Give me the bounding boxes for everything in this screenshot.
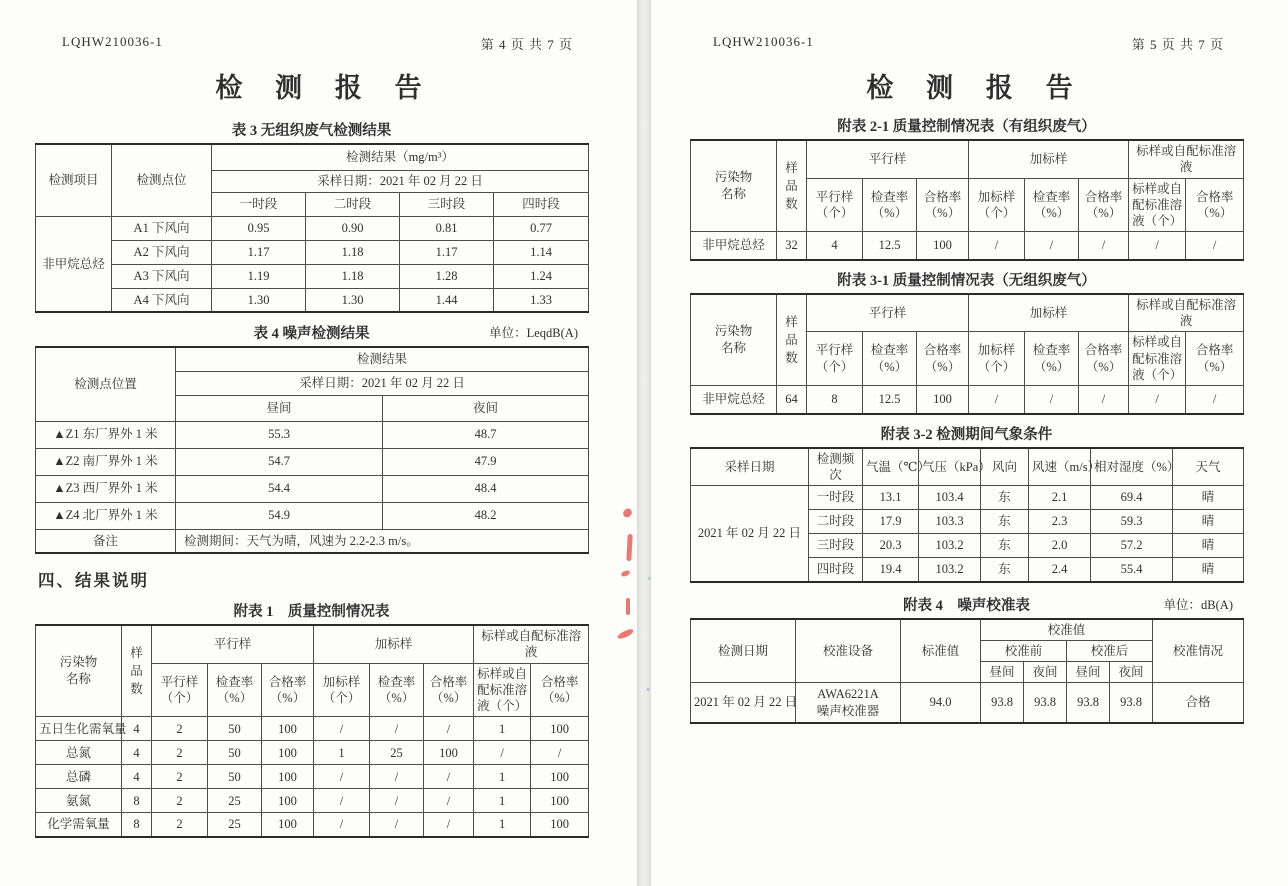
qc-value: /	[1186, 386, 1244, 414]
qc-subheader: 合格率（%）	[424, 663, 474, 717]
qc-subheader: 检查率（%）	[1025, 332, 1079, 386]
cal-before-day: 93.8	[981, 683, 1024, 723]
qc-value: /	[424, 717, 474, 741]
report-page-5	[651, 0, 1288, 886]
table3-value: 1.30	[212, 288, 306, 312]
weather-header: 气温（℃）	[863, 448, 919, 486]
weather-wind-speed: 2.4	[1029, 558, 1091, 582]
table3-value: 0.77	[494, 216, 589, 240]
annex32-caption: 附表 3-2 检测期间气象条件	[880, 426, 1053, 443]
cal-device-model: AWA6221A	[817, 687, 879, 702]
table3-value: 0.95	[212, 216, 306, 240]
qc-value: 8	[122, 813, 152, 837]
qc-subheader: 平行样（个）	[152, 663, 208, 717]
table3-fugitive-gas-results	[35, 143, 589, 313]
cal-date: 2021 年 02 月 22 日	[691, 683, 796, 723]
qc-value: /	[1079, 232, 1129, 260]
table3-col-item: 检测项目	[36, 144, 112, 216]
table3-value: 1.18	[306, 264, 400, 288]
qc-value: 2	[152, 789, 208, 813]
weather-wind-speed: 2.0	[1029, 534, 1091, 558]
table4-night-value: 48.4	[383, 475, 589, 502]
qc-value: 4	[122, 717, 152, 741]
qc-value: /	[1129, 232, 1186, 260]
table3-value: 1.14	[494, 240, 589, 264]
table-row	[691, 683, 1244, 723]
qc-value: 4	[122, 765, 152, 789]
cal-col-standard: 标准值	[901, 619, 981, 683]
weather-wind-speed: 2.3	[1029, 510, 1091, 534]
qc-value: /	[370, 765, 424, 789]
qc-subheader: 加标样（个）	[314, 663, 370, 717]
qc-value: /	[1025, 232, 1079, 260]
qc-value: /	[370, 717, 424, 741]
qc-value: 25	[208, 789, 262, 813]
table-row	[36, 717, 589, 741]
annex32-weather-table	[690, 447, 1244, 583]
table4-point: ▲Z2 南厂界外 1 米	[36, 448, 176, 475]
table-row	[691, 232, 1244, 260]
qc-pollutant: 总氮	[36, 741, 122, 765]
qc-value: 4	[122, 741, 152, 765]
weather-header: 检测频次	[809, 448, 863, 486]
table3-period-2: 二时段	[306, 192, 400, 216]
cal-before-group: 校准前	[981, 640, 1067, 661]
table-row	[36, 448, 589, 475]
annex31-qc-table	[690, 293, 1244, 415]
weather-header: 天气	[1173, 448, 1244, 486]
table3-point: A2 下风向	[112, 240, 212, 264]
report-page-4	[0, 0, 637, 886]
table-row	[36, 475, 589, 502]
qc-standard-group: 标样或自配标准溶液	[1129, 294, 1244, 332]
doc-number: LQHW210036-1	[62, 34, 163, 49]
weather-temp: 20.3	[863, 534, 919, 558]
qc-spiked-group: 加标样	[969, 140, 1129, 178]
qc-value: 2	[152, 765, 208, 789]
qc-subheader: 合格率（%）	[1186, 332, 1244, 386]
qc-value: 4	[807, 232, 863, 260]
table4-noise-results	[35, 346, 589, 554]
qc-value: 25	[208, 813, 262, 837]
qc-value: /	[531, 741, 589, 765]
weather-pressure: 103.2	[919, 558, 981, 582]
table3-value: 1.28	[400, 264, 494, 288]
qc-value: 32	[777, 232, 807, 260]
qc-spiked-group: 加标样	[969, 294, 1129, 332]
table3-period-4: 四时段	[494, 192, 589, 216]
qc-value: /	[474, 741, 531, 765]
qc-value: 2	[152, 813, 208, 837]
table-row	[36, 529, 589, 553]
table3-value: 1.18	[306, 240, 400, 264]
qc-pollutant: 非甲烷总烃	[691, 232, 777, 260]
qc-value: 8	[807, 386, 863, 414]
table-row	[36, 421, 589, 448]
qc-value: 100	[262, 741, 314, 765]
qc-subheader: 合格率（%）	[262, 663, 314, 717]
cal-day-label: 昼间	[1067, 662, 1110, 683]
qc-subheader: 平行样（个）	[807, 178, 863, 232]
cal-value-group: 校准值	[981, 619, 1153, 641]
qc-value: /	[1025, 386, 1079, 414]
qc-subheader: 合格率（%）	[531, 663, 589, 717]
qc-value: /	[314, 813, 370, 837]
weather-header: 气压（kPa）	[919, 448, 981, 486]
qc-value: 100	[424, 741, 474, 765]
table3-result-header: 检测结果（mg/m³）	[212, 144, 589, 170]
table3-value: 1.17	[212, 240, 306, 264]
table4-caption: 表 4 噪声检测结果	[253, 326, 370, 342]
table3-date-header: 采样日期：2021 年 02 月 22 日	[212, 170, 589, 192]
table-row	[36, 789, 589, 813]
table3-point: A4 下风向	[112, 288, 212, 312]
qc-value: /	[314, 789, 370, 813]
annex1-qc-table	[35, 624, 589, 838]
annex4-calibration-table	[690, 618, 1244, 724]
qc-parallel-group: 平行样	[152, 625, 314, 663]
qc-parallel-group: 平行样	[807, 140, 969, 178]
weather-weather: 晴	[1173, 486, 1244, 510]
table4-unit: 单位：LeqdB(A)	[489, 326, 578, 340]
table4-point: ▲Z3 西厂界外 1 米	[36, 475, 176, 502]
cal-col-result: 校准情况	[1153, 619, 1244, 683]
section-heading-results: 四、结果说明	[38, 571, 149, 590]
weather-header: 采样日期	[691, 448, 809, 486]
weather-wind-dir: 东	[981, 510, 1029, 534]
weather-period: 四时段	[809, 558, 863, 582]
qc-pollutant: 化学需氧量	[36, 813, 122, 837]
qc-pollutant: 氨氮	[36, 789, 122, 813]
qc-value: /	[969, 386, 1025, 414]
qc-standard-group: 标样或自配标准溶液	[474, 625, 589, 663]
table4-night-value: 48.7	[383, 421, 589, 448]
table-row	[691, 386, 1244, 414]
qc-subheader: 合格率（%）	[917, 178, 969, 232]
weather-period: 一时段	[809, 486, 863, 510]
qc-value: /	[1129, 386, 1186, 414]
report-title: 检 测 报 告	[215, 73, 435, 103]
weather-pressure: 103.3	[919, 510, 981, 534]
table3-value: 0.90	[306, 216, 400, 240]
table4-date-header: 采样日期：2021 年 02 月 22 日	[176, 371, 589, 395]
cal-device	[796, 683, 901, 723]
red-stamp-mark	[626, 598, 630, 615]
weather-wind-speed: 2.1	[1029, 486, 1091, 510]
cal-col-date: 检测日期	[691, 619, 796, 683]
table3-value: 1.17	[400, 240, 494, 264]
qc-subheader: 检查率（%）	[1025, 178, 1079, 232]
weather-header: 风向	[981, 448, 1029, 486]
qc-subheader: 加标样（个）	[969, 178, 1025, 232]
table3-value: 0.81	[400, 216, 494, 240]
table4-night-value: 48.2	[383, 502, 589, 529]
cal-before-night: 93.8	[1024, 683, 1067, 723]
weather-date: 2021 年 02 月 22 日	[691, 486, 809, 582]
qc-value: 64	[777, 386, 807, 414]
cal-night-label: 夜间	[1024, 662, 1067, 683]
table4-remark-text: 检测期间：天气为晴，风速为 2.2-2.3 m/s。	[176, 529, 589, 553]
weather-humidity: 69.4	[1091, 486, 1173, 510]
table4-point: ▲Z4 北厂界外 1 米	[36, 502, 176, 529]
qc-subheader: 检查率（%）	[863, 332, 917, 386]
qc-pollutant: 非甲烷总烃	[691, 386, 777, 414]
table4-day-label: 昼间	[176, 395, 383, 421]
qc-col-pollutant: 污染物名称	[691, 140, 777, 232]
qc-value: 1	[474, 717, 531, 741]
qc-spiked-group: 加标样	[314, 625, 474, 663]
table-row	[36, 765, 589, 789]
qc-value: 50	[208, 765, 262, 789]
cal-after-group: 校准后	[1067, 640, 1153, 661]
weather-humidity: 57.2	[1091, 534, 1173, 558]
qc-subheader: 检查率（%）	[863, 178, 917, 232]
table4-result-header: 检测结果	[176, 347, 589, 371]
qc-value: /	[1079, 386, 1129, 414]
qc-standard-group: 标样或自配标准溶液	[1129, 140, 1244, 178]
table4-point: ▲Z1 东厂界外 1 米	[36, 421, 176, 448]
cal-col-device: 校准设备	[796, 619, 901, 683]
table-row	[36, 741, 589, 765]
qc-subheader: 标样或自配标准溶液（个）	[1129, 178, 1186, 232]
weather-wind-dir: 东	[981, 534, 1029, 558]
table3-value: 1.30	[306, 288, 400, 312]
table3-period-3: 三时段	[400, 192, 494, 216]
weather-pressure: 103.4	[919, 486, 981, 510]
qc-pollutant: 五日生化需氧量	[36, 717, 122, 741]
qc-subheader: 标样或自配标准溶液（个）	[474, 663, 531, 717]
qc-subheader: 合格率（%）	[1079, 332, 1129, 386]
qc-value: 100	[262, 717, 314, 741]
weather-temp: 13.1	[863, 486, 919, 510]
page-number-info: 第 5 页 共 7 页	[1131, 37, 1224, 52]
weather-pressure: 103.2	[919, 534, 981, 558]
qc-value: 2	[152, 741, 208, 765]
qc-value: 1	[474, 789, 531, 813]
table4-remark-label: 备注	[36, 529, 176, 553]
cal-day-label: 昼间	[981, 662, 1024, 683]
table-row	[36, 502, 589, 529]
table3-value: 1.19	[212, 264, 306, 288]
qc-subheader: 检查率（%）	[208, 663, 262, 717]
qc-parallel-group: 平行样	[807, 294, 969, 332]
table3-point: A1 下风向	[112, 216, 212, 240]
annex1-caption: 附表 1 质量控制情况表	[233, 604, 390, 620]
cal-after-night: 93.8	[1110, 683, 1153, 723]
qc-value: /	[1186, 232, 1244, 260]
table-row	[36, 813, 589, 837]
weather-wind-dir: 东	[981, 558, 1029, 582]
qc-value: 2	[152, 717, 208, 741]
weather-humidity: 55.4	[1091, 558, 1173, 582]
qc-value: 1	[474, 765, 531, 789]
annex31-caption: 附表 3-1 质量控制情况表（无组织废气）	[837, 272, 1096, 289]
doc-number: LQHW210036-1	[713, 34, 814, 49]
page-fold-divider	[637, 0, 651, 886]
qc-value: /	[314, 717, 370, 741]
table4-day-value: 55.3	[176, 421, 383, 448]
report-title: 检 测 报 告	[866, 73, 1086, 103]
qc-col-pollutant: 污染物名称	[691, 294, 777, 386]
annex21-caption: 附表 2-1 质量控制情况表（有组织废气）	[837, 119, 1096, 135]
qc-subheader: 标样或自配标准溶液（个）	[1129, 332, 1186, 386]
qc-col-sample-count: 样品数	[122, 625, 152, 717]
table3-item-name: 非甲烷总烃	[36, 216, 112, 312]
qc-value: 100	[917, 232, 969, 260]
weather-temp: 17.9	[863, 510, 919, 534]
qc-subheader: 合格率（%）	[1186, 178, 1244, 232]
weather-weather: 晴	[1173, 558, 1244, 582]
qc-value: 100	[262, 813, 314, 837]
table-row	[36, 240, 589, 264]
table4-night-value: 47.9	[383, 448, 589, 475]
qc-subheader: 合格率（%）	[1079, 178, 1129, 232]
qc-col-sample-count: 样品数	[777, 140, 807, 232]
table3-value: 1.33	[494, 288, 589, 312]
qc-value: 1	[314, 741, 370, 765]
weather-header: 风速（m/s）	[1029, 448, 1091, 486]
qc-value: 25	[370, 741, 424, 765]
qc-value: 1	[474, 813, 531, 837]
qc-value: 100	[531, 765, 589, 789]
annex4-caption: 附表 4 噪声校准表	[903, 597, 1030, 614]
annex4-unit: 单位：dB(A)	[1163, 597, 1233, 612]
table-row	[36, 288, 589, 312]
qc-value: 50	[208, 717, 262, 741]
table4-day-value: 54.4	[176, 475, 383, 502]
table4-day-value: 54.7	[176, 448, 383, 475]
qc-value: /	[424, 813, 474, 837]
qc-value: 100	[531, 813, 589, 837]
qc-value: 100	[262, 765, 314, 789]
weather-period: 三时段	[809, 534, 863, 558]
qc-subheader: 合格率（%）	[917, 332, 969, 386]
qc-value: 100	[917, 386, 969, 414]
weather-wind-dir: 东	[981, 486, 1029, 510]
qc-value: /	[314, 765, 370, 789]
annex21-qc-table	[690, 139, 1244, 261]
qc-subheader: 平行样（个）	[807, 332, 863, 386]
weather-weather: 晴	[1173, 510, 1244, 534]
qc-value: /	[370, 789, 424, 813]
table3-col-point: 检测点位	[112, 144, 212, 216]
table3-value: 1.24	[494, 264, 589, 288]
qc-value: 50	[208, 741, 262, 765]
qc-col-pollutant: 污染物名称	[36, 625, 122, 717]
page-header	[0, 0, 637, 53]
qc-col-sample-count: 样品数	[777, 294, 807, 386]
qc-value: 8	[122, 789, 152, 813]
weather-humidity: 59.3	[1091, 510, 1173, 534]
qc-value: 100	[262, 789, 314, 813]
cal-after-day: 93.8	[1067, 683, 1110, 723]
qc-pollutant: 总磷	[36, 765, 122, 789]
qc-value: 100	[531, 717, 589, 741]
table3-point: A3 下风向	[112, 264, 212, 288]
table4-day-value: 54.9	[176, 502, 383, 529]
qc-value: /	[424, 765, 474, 789]
qc-subheader: 加标样（个）	[969, 332, 1025, 386]
scan-speck	[646, 688, 650, 691]
table-row	[36, 216, 589, 240]
cal-device-type: 噪声校准器	[816, 703, 880, 718]
qc-subheader: 检查率（%）	[370, 663, 424, 717]
table4-col-point: 检测点位置	[36, 347, 176, 421]
qc-value: /	[424, 789, 474, 813]
table3-period-1: 一时段	[212, 192, 306, 216]
qc-value: /	[969, 232, 1025, 260]
qc-value: 12.5	[863, 386, 917, 414]
table3-value: 1.44	[400, 288, 494, 312]
table-row	[36, 264, 589, 288]
qc-value: 12.5	[863, 232, 917, 260]
weather-temp: 19.4	[863, 558, 919, 582]
weather-period: 二时段	[809, 510, 863, 534]
table-row	[691, 486, 1244, 510]
cal-standard-value: 94.0	[901, 683, 981, 723]
qc-value: /	[370, 813, 424, 837]
page-header	[651, 0, 1288, 53]
page-number-info: 第 4 页 共 7 页	[480, 37, 573, 52]
cal-result: 合格	[1153, 683, 1244, 723]
weather-header: 相对湿度（%）	[1091, 448, 1173, 486]
qc-value: 100	[531, 789, 589, 813]
table4-night-label: 夜间	[383, 395, 589, 421]
weather-weather: 晴	[1173, 534, 1244, 558]
cal-night-label: 夜间	[1110, 662, 1153, 683]
table3-caption: 表 3 无组织废气检测结果	[231, 123, 392, 139]
